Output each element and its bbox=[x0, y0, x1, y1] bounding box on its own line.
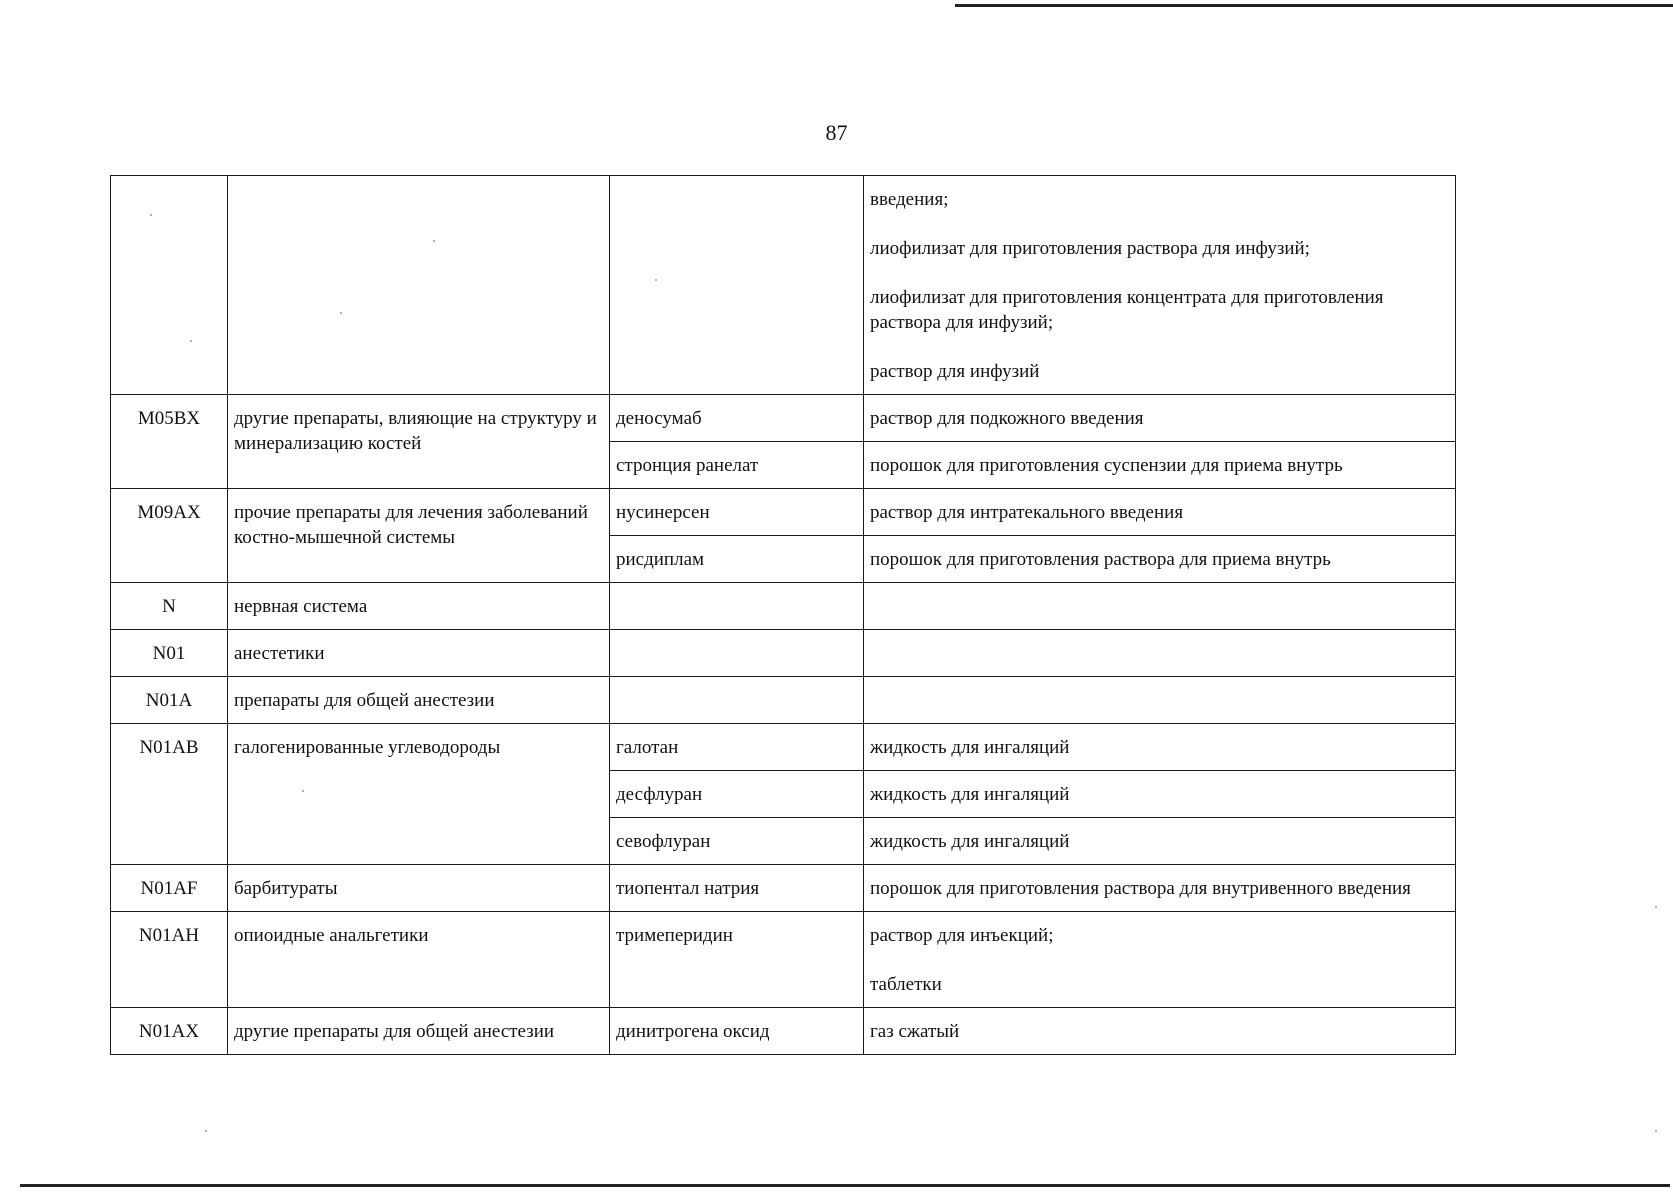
scan-speck bbox=[1655, 1130, 1657, 1132]
drug-name-cell: тиопентал натрия bbox=[610, 865, 864, 912]
drug-name-cell: динитрогена оксид bbox=[610, 1008, 864, 1055]
anatomical-therapeutic-group-cell: галогенированные углеводороды bbox=[228, 724, 610, 865]
dosage-form-text: порошок для приготовления раствора для внутривенного введения bbox=[870, 878, 1411, 899]
dosage-form-cell bbox=[864, 630, 1456, 677]
atc-code-cell: N01AH bbox=[111, 912, 228, 1008]
atc-code-cell: N01A bbox=[111, 677, 228, 724]
drug-name-cell: деносумаб bbox=[610, 395, 864, 442]
anatomical-therapeutic-group-cell bbox=[228, 176, 610, 395]
anatomical-therapeutic-group-cell: опиоидные анальгетики bbox=[228, 912, 610, 1008]
scan-speck bbox=[655, 279, 657, 281]
atc-code-cell: N01AF bbox=[111, 865, 228, 912]
dosage-form-cell bbox=[864, 583, 1456, 630]
drug-name-cell bbox=[610, 176, 864, 395]
anatomical-therapeutic-group-cell: анестетики bbox=[228, 630, 610, 677]
drug-name-cell bbox=[610, 677, 864, 724]
atc-code-cell: M09AX bbox=[111, 489, 228, 583]
scan-speck bbox=[205, 1130, 207, 1132]
table-row bbox=[111, 912, 1456, 1008]
table-row bbox=[111, 583, 1456, 630]
table-row bbox=[111, 1008, 1456, 1055]
dosage-form-cell bbox=[864, 1008, 1456, 1055]
table-row bbox=[111, 630, 1456, 677]
dosage-form-text: жидкость для ингаляций bbox=[870, 784, 1070, 805]
table-row bbox=[111, 677, 1456, 724]
dosage-form-text: раствор для инфузий bbox=[870, 361, 1040, 382]
dosage-form-text: раствор для интратекального введения bbox=[870, 502, 1184, 523]
scan-speck bbox=[150, 214, 152, 216]
dosage-form-cell bbox=[864, 536, 1456, 583]
scan-speck bbox=[302, 790, 304, 792]
anatomical-therapeutic-group-cell: другие препараты для общей анестезии bbox=[228, 1008, 610, 1055]
dosage-form-cell bbox=[864, 912, 1456, 1008]
dosage-form-cell bbox=[864, 865, 1456, 912]
drug-name-cell bbox=[610, 630, 864, 677]
table-row bbox=[111, 489, 1456, 536]
atc-code-cell: N01AB bbox=[111, 724, 228, 865]
scan-border-bottom bbox=[20, 1184, 1670, 1187]
atc-code-cell: N01 bbox=[111, 630, 228, 677]
dosage-form-text: лиофилизат для приготовления концентрата для приготовления раствора для инфузий; bbox=[870, 287, 1384, 333]
scan-speck bbox=[340, 312, 342, 314]
dosage-form-cell bbox=[864, 677, 1456, 724]
atc-code-cell: N01AX bbox=[111, 1008, 228, 1055]
anatomical-therapeutic-group-cell: нервная система bbox=[228, 583, 610, 630]
atc-code-cell: N bbox=[111, 583, 228, 630]
anatomical-therapeutic-group-cell: другие препараты, влияющие на структуру и минерализацию костей bbox=[228, 395, 610, 489]
table-body bbox=[111, 176, 1456, 1055]
dosage-form-text: введения; bbox=[870, 189, 949, 210]
dosage-form-cell bbox=[864, 818, 1456, 865]
page-number: 87 bbox=[825, 120, 848, 145]
scan-border-top bbox=[955, 4, 1673, 7]
drug-name-cell: стронция ранелат bbox=[610, 442, 864, 489]
table-row bbox=[111, 724, 1456, 771]
dosage-form-text: порошок для приготовления раствора для приема внутрь bbox=[870, 549, 1331, 570]
drug-name-cell: севофлуран bbox=[610, 818, 864, 865]
table-row bbox=[111, 176, 1456, 395]
dosage-form-text: жидкость для ингаляций bbox=[870, 831, 1070, 852]
drug-name-cell: нусинерсен bbox=[610, 489, 864, 536]
dosage-form-cell bbox=[864, 489, 1456, 536]
dosage-form-text: газ сжатый bbox=[870, 1021, 960, 1042]
drug-classification-table bbox=[110, 175, 1456, 1055]
anatomical-therapeutic-group-cell: препараты для общей анестезии bbox=[228, 677, 610, 724]
drug-name-cell bbox=[610, 583, 864, 630]
atc-code-cell: M05BX bbox=[111, 395, 228, 489]
atc-code-cell bbox=[111, 176, 228, 395]
table-row bbox=[111, 865, 1456, 912]
drug-name-cell: рисдиплам bbox=[610, 536, 864, 583]
dosage-form-text: раствор для подкожного введения bbox=[870, 408, 1144, 429]
drug-name-cell: десфлуран bbox=[610, 771, 864, 818]
dosage-form-cell bbox=[864, 176, 1456, 395]
scan-speck bbox=[190, 340, 192, 342]
dosage-form-cell bbox=[864, 724, 1456, 771]
dosage-form-text: порошок для приготовления суспензии для приема внутрь bbox=[870, 455, 1343, 476]
anatomical-therapeutic-group-cell: барбитураты bbox=[228, 865, 610, 912]
table-row bbox=[111, 395, 1456, 442]
scan-speck bbox=[433, 240, 435, 242]
dosage-form-text: раствор для инъекций; bbox=[870, 925, 1054, 946]
anatomical-therapeutic-group-cell: прочие препараты для лечения заболеваний костно-мышечной системы bbox=[228, 489, 610, 583]
dosage-form-text: жидкость для ингаляций bbox=[870, 737, 1070, 758]
dosage-form-cell bbox=[864, 395, 1456, 442]
scan-speck bbox=[1655, 906, 1657, 908]
dosage-form-cell bbox=[864, 442, 1456, 489]
dosage-form-text: таблетки bbox=[870, 974, 942, 995]
drug-name-cell: тримеперидин bbox=[610, 912, 864, 1008]
drug-name-cell: галотан bbox=[610, 724, 864, 771]
dosage-form-text: лиофилизат для приготовления раствора для инфузий; bbox=[870, 238, 1310, 259]
dosage-form-cell bbox=[864, 771, 1456, 818]
